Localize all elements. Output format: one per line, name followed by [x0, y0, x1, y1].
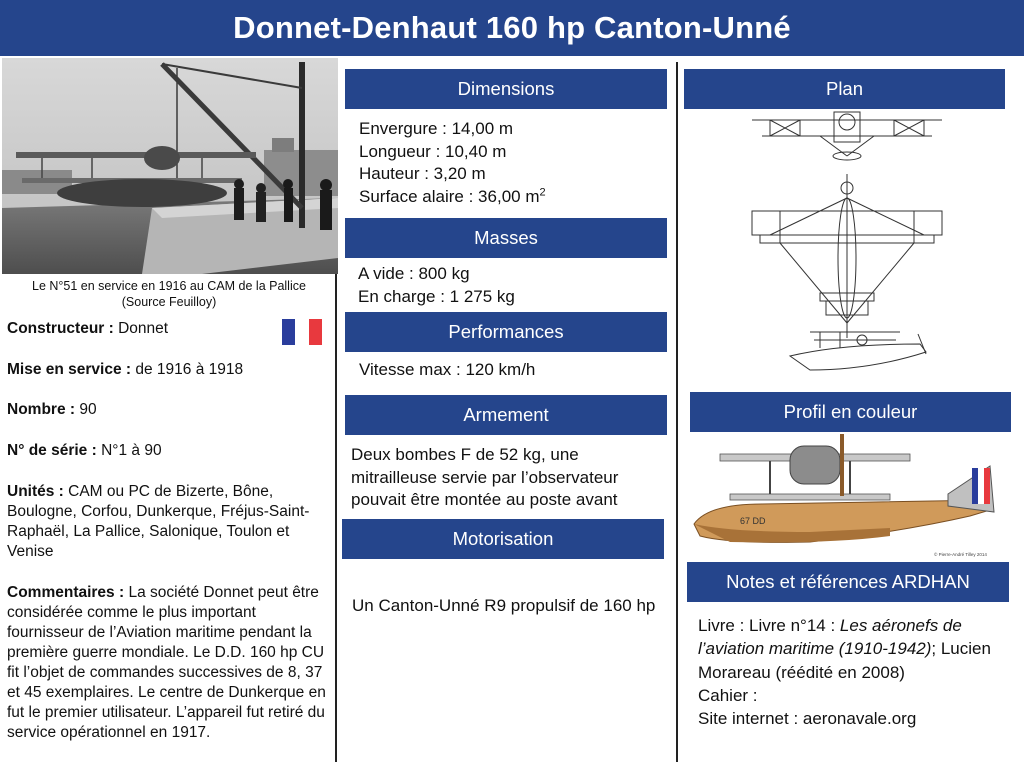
info-constructeur: [7, 319, 267, 339]
flag-band-white: [295, 319, 308, 345]
info-commentaires-value: La société Donnet peut être considérée comme le plus important fournisseur de l’Aviation maritime pendant la première guerre mondiale. Le D.D. 160 hp CU fit l’objet de commandes successives de 8, 37 et 45 exemplaires. Le centre de Dunkerque en fut le premier utilisateur. L’appareil fut retiré du service opérationnel en 1917.: [7, 584, 326, 741]
performances-vitesse: Vitesse max : 120 km/h: [359, 360, 536, 379]
notes-block: [698, 614, 998, 730]
photo-caption-line1: Le N°51 en service en 1916 au CAM de la Pallice: [32, 279, 306, 293]
dimensions-longueur: Longueur : 10,40 m: [359, 141, 507, 161]
info-mise-en-service-label: Mise en service :: [7, 361, 132, 378]
notes-site: Site internet : aeronavale.org: [698, 709, 917, 729]
dimensions-surface-text: Surface alaire : 36,00 m: [359, 186, 540, 206]
notes-livre-suffix: ; Lucien Morareau (réédité en 2008): [698, 639, 991, 682]
info-constructeur-label: Constructeur :: [7, 320, 114, 337]
masses-header: Masses: [345, 218, 667, 258]
info-unites-label: Unités :: [7, 483, 64, 500]
title-bar: [0, 0, 1024, 56]
dimensions-surface-exponent: 2: [539, 185, 546, 198]
info-mise-en-service-value: de 1916 à 1918: [131, 361, 244, 378]
profil-credit: © Pierre-André Tilley 2014: [934, 552, 987, 557]
dimensions-block: [359, 118, 659, 208]
column-divider-right: [676, 62, 678, 762]
french-flag-icon: [282, 319, 322, 345]
flag-band-red: [309, 319, 322, 345]
profil-marking: 67 DD: [740, 516, 766, 526]
armement-header: Armement: [345, 395, 667, 435]
notes-livre-prefix: Livre : Livre n°14 :: [698, 616, 840, 635]
armement-text: Deux bombes F de 52 kg, une mitrailleuse servie par l’observateur pouvait être montée au poste avant: [351, 445, 619, 509]
info-serie-value: N°1 à 90: [96, 442, 162, 459]
motorisation-header: Motorisation: [342, 519, 664, 559]
dimensions-envergure: Envergure : 14,00 m: [359, 119, 514, 138]
info-serie-label: N° de série :: [7, 442, 97, 459]
info-mise-en-service: [7, 360, 327, 380]
notes-livre: [698, 614, 998, 684]
plan-header: Plan: [684, 69, 1005, 109]
info-commentaires: [7, 583, 329, 743]
info-unites: [7, 482, 327, 562]
info-unites-value: CAM ou PC de Bizerte, Bône, Boulogne, Corfou, Dunkerque, Fréjus-Saint-Raphaël, La Pallice, Salonique, Toulon et Venise: [7, 483, 310, 560]
masses-charge: En charge : 1 275 kg: [358, 286, 515, 306]
dimensions-surface: [359, 186, 659, 209]
photo-caption: [0, 278, 338, 310]
performances-header: Performances: [345, 312, 667, 352]
notes-cahier: Cahier :: [698, 685, 758, 705]
info-serie: [7, 441, 327, 461]
masses-vide: A vide : 800 kg: [358, 264, 470, 283]
masses-block: [358, 263, 658, 308]
color-profile-drawing: [690, 432, 1020, 562]
historic-photo: [2, 58, 338, 274]
dimensions-hauteur: Hauteur : 3,20 m: [359, 164, 486, 183]
info-nombre-value: 90: [75, 401, 97, 418]
notes-livre-title: Les aéronefs de l’aviation maritime (1910-1942): [698, 616, 962, 659]
flag-band-blue: [282, 319, 295, 345]
info-constructeur-value: Donnet: [113, 320, 169, 337]
page-title: Donnet-Denhaut 160 hp Canton-Unné: [233, 10, 791, 45]
info-nombre: [7, 400, 327, 420]
notes-header: Notes et références ARDHAN: [687, 562, 1009, 602]
plan-drawing: [750, 108, 944, 384]
motorisation-text: Un Canton-Unné R9 propulsif de 160 hp: [352, 596, 656, 615]
photo-caption-line2: (Source Feuilloy): [121, 295, 217, 309]
profil-header: Profil en couleur: [690, 392, 1011, 432]
info-commentaires-label: Commentaires :: [7, 584, 125, 601]
info-nombre-label: Nombre :: [7, 401, 76, 418]
dimensions-header: Dimensions: [345, 69, 667, 109]
